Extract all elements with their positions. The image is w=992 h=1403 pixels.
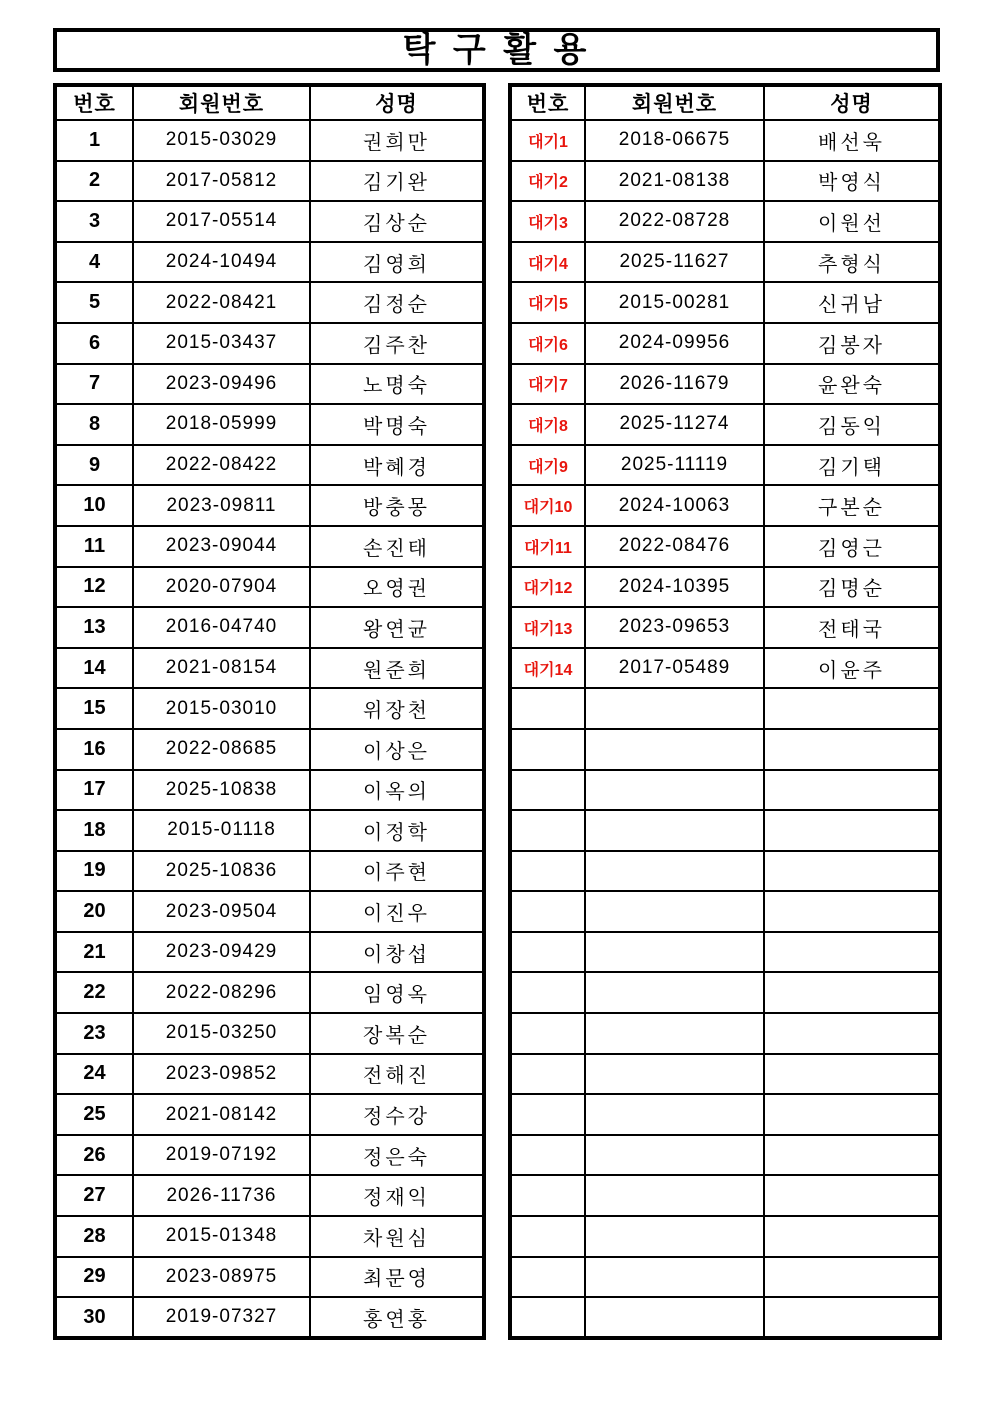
member-id-cell: 2025-11627 [585, 242, 764, 283]
table-row [510, 729, 940, 770]
member-name-cell: 임영옥 [310, 972, 484, 1013]
waitlist-number-cell: 대기13 [510, 607, 585, 648]
table-row [55, 323, 484, 364]
waitlist-number-cell [510, 1216, 585, 1257]
waitlist-number-cell: 대기10 [510, 485, 585, 526]
member-id-cell: 2025-10838 [133, 770, 310, 811]
table-row [55, 1257, 484, 1298]
waitlist-number-cell [510, 1297, 585, 1338]
row-number-cell: 6 [55, 323, 133, 364]
member-name-cell: 김기택 [764, 445, 940, 486]
table-row [510, 1257, 940, 1298]
member-name-cell: 김정순 [310, 282, 484, 323]
member-name-cell: 전태국 [764, 607, 940, 648]
member-name-cell [764, 1094, 940, 1135]
table-header-row [510, 85, 940, 120]
member-id-cell [585, 1175, 764, 1216]
member-name-cell: 전해진 [310, 1054, 484, 1095]
member-id-cell [585, 688, 764, 729]
member-name-cell: 최문영 [310, 1257, 484, 1298]
row-number-cell: 15 [55, 688, 133, 729]
member-id-cell [585, 770, 764, 811]
row-number-cell: 13 [55, 607, 133, 648]
table-row [510, 161, 940, 202]
waitlist-number-cell [510, 932, 585, 973]
member-id-cell: 2020-07904 [133, 567, 310, 608]
member-name-cell: 홍연홍 [310, 1297, 484, 1338]
member-id-cell [585, 810, 764, 851]
member-id-cell: 2017-05489 [585, 648, 764, 689]
table-row [510, 607, 940, 648]
member-name-cell: 차원심 [310, 1216, 484, 1257]
header-member-id: 회원번호 [133, 85, 310, 120]
row-number-cell: 19 [55, 851, 133, 892]
member-id-cell: 2022-08685 [133, 729, 310, 770]
member-id-cell: 2018-05999 [133, 404, 310, 445]
table-row [510, 567, 940, 608]
table-row [55, 1054, 484, 1095]
waitlist-number-cell [510, 688, 585, 729]
table-row [510, 688, 940, 729]
member-id-cell: 2023-09044 [133, 526, 310, 567]
waitlist-number-cell [510, 972, 585, 1013]
member-name-cell: 박혜경 [310, 445, 484, 486]
member-id-cell: 2026-11679 [585, 364, 764, 405]
table-row [55, 242, 484, 283]
member-name-cell: 정은숙 [310, 1135, 484, 1176]
member-id-cell: 2024-10494 [133, 242, 310, 283]
member-id-cell: 2023-09653 [585, 607, 764, 648]
member-name-cell [764, 1216, 940, 1257]
member-id-cell: 2022-08728 [585, 201, 764, 242]
member-id-cell [585, 1135, 764, 1176]
member-id-cell: 2015-00281 [585, 282, 764, 323]
table-row [55, 282, 484, 323]
table-row [55, 851, 484, 892]
member-id-cell: 2021-08138 [585, 161, 764, 202]
table-row [55, 567, 484, 608]
table-row [55, 485, 484, 526]
row-number-cell: 1 [55, 120, 133, 161]
table-row [510, 648, 940, 689]
table-row [55, 891, 484, 932]
member-name-cell: 이상은 [310, 729, 484, 770]
member-name-cell: 추형식 [764, 242, 940, 283]
member-id-cell: 2015-03250 [133, 1013, 310, 1054]
member-name-cell [764, 1297, 940, 1338]
table-row [510, 1175, 940, 1216]
member-name-cell [764, 729, 940, 770]
member-id-cell [585, 1257, 764, 1298]
member-id-cell [585, 851, 764, 892]
member-id-cell: 2026-11736 [133, 1175, 310, 1216]
member-name-cell: 신귀남 [764, 282, 940, 323]
row-number-cell: 25 [55, 1094, 133, 1135]
table-row [510, 1013, 940, 1054]
member-name-cell: 장복순 [310, 1013, 484, 1054]
table-row [55, 1216, 484, 1257]
member-id-cell: 2023-09852 [133, 1054, 310, 1095]
member-name-cell: 김기완 [310, 161, 484, 202]
member-name-cell [764, 810, 940, 851]
row-number-cell: 8 [55, 404, 133, 445]
member-name-cell: 이주현 [310, 851, 484, 892]
waitlist-number-cell [510, 770, 585, 811]
row-number-cell: 23 [55, 1013, 133, 1054]
header-name: 성명 [764, 85, 940, 120]
member-name-cell [764, 1135, 940, 1176]
table-row [55, 201, 484, 242]
member-name-cell [764, 891, 940, 932]
member-name-cell [764, 770, 940, 811]
table-row [510, 1216, 940, 1257]
waitlist-number-cell [510, 1054, 585, 1095]
table-row [55, 607, 484, 648]
table-row [55, 972, 484, 1013]
row-number-cell: 5 [55, 282, 133, 323]
member-name-cell: 원준희 [310, 648, 484, 689]
member-id-cell: 2015-01118 [133, 810, 310, 851]
row-number-cell: 16 [55, 729, 133, 770]
member-name-cell: 김상순 [310, 201, 484, 242]
waitlist-number-cell: 대기8 [510, 404, 585, 445]
row-number-cell: 7 [55, 364, 133, 405]
table-row [55, 161, 484, 202]
table-row [510, 242, 940, 283]
member-name-cell [764, 1013, 940, 1054]
member-id-cell [585, 1216, 764, 1257]
member-id-cell: 2023-08975 [133, 1257, 310, 1298]
header-number: 번호 [55, 85, 133, 120]
row-number-cell: 29 [55, 1257, 133, 1298]
row-number-cell: 21 [55, 932, 133, 973]
member-id-cell: 2024-10395 [585, 567, 764, 608]
member-name-cell: 권희만 [310, 120, 484, 161]
member-id-cell: 2025-11119 [585, 445, 764, 486]
waitlist-number-cell [510, 729, 585, 770]
table-row [510, 323, 940, 364]
member-id-cell: 2019-07192 [133, 1135, 310, 1176]
table-row [510, 404, 940, 445]
member-name-cell: 구본순 [764, 485, 940, 526]
table-row [55, 445, 484, 486]
member-id-cell: 2024-10063 [585, 485, 764, 526]
member-name-cell: 왕연균 [310, 607, 484, 648]
member-name-cell [764, 1257, 940, 1298]
member-name-cell: 이진우 [310, 891, 484, 932]
member-name-cell: 오영권 [310, 567, 484, 608]
waitlist-number-cell [510, 1013, 585, 1054]
waitlist-number-cell: 대기2 [510, 161, 585, 202]
member-name-cell: 이윤주 [764, 648, 940, 689]
waitlist-number-cell [510, 1135, 585, 1176]
row-number-cell: 22 [55, 972, 133, 1013]
member-id-cell: 2023-09811 [133, 485, 310, 526]
row-number-cell: 11 [55, 526, 133, 567]
main-roster-body [55, 120, 484, 1338]
table-row [510, 120, 940, 161]
table-row [55, 1175, 484, 1216]
waitlist-number-cell [510, 1175, 585, 1216]
member-name-cell: 김동익 [764, 404, 940, 445]
member-name-cell: 박명숙 [310, 404, 484, 445]
row-number-cell: 28 [55, 1216, 133, 1257]
member-id-cell: 2022-08421 [133, 282, 310, 323]
table-row [510, 1054, 940, 1095]
member-id-cell [585, 1013, 764, 1054]
waitlist-number-cell: 대기9 [510, 445, 585, 486]
member-id-cell: 2015-03437 [133, 323, 310, 364]
member-id-cell: 2015-03010 [133, 688, 310, 729]
member-name-cell: 김영희 [310, 242, 484, 283]
row-number-cell: 3 [55, 201, 133, 242]
member-name-cell [764, 688, 940, 729]
row-number-cell: 10 [55, 485, 133, 526]
table-row [510, 770, 940, 811]
row-number-cell: 12 [55, 567, 133, 608]
table-row [55, 770, 484, 811]
member-id-cell: 2016-04740 [133, 607, 310, 648]
member-id-cell: 2023-09496 [133, 364, 310, 405]
waitlist-number-cell [510, 1094, 585, 1135]
member-name-cell: 이옥의 [310, 770, 484, 811]
member-name-cell: 손진태 [310, 526, 484, 567]
row-number-cell: 18 [55, 810, 133, 851]
member-id-cell [585, 1094, 764, 1135]
waitlist-number-cell: 대기1 [510, 120, 585, 161]
member-id-cell: 2023-09504 [133, 891, 310, 932]
table-row [510, 891, 940, 932]
table-row [510, 810, 940, 851]
waitlist-number-cell: 대기4 [510, 242, 585, 283]
waitlist-number-cell [510, 810, 585, 851]
row-number-cell: 4 [55, 242, 133, 283]
member-name-cell [764, 851, 940, 892]
table-row [510, 485, 940, 526]
table-row [510, 364, 940, 405]
row-number-cell: 30 [55, 1297, 133, 1338]
member-id-cell: 2015-01348 [133, 1216, 310, 1257]
waitlist-number-cell: 대기7 [510, 364, 585, 405]
waitlist-number-cell [510, 851, 585, 892]
table-row [55, 1013, 484, 1054]
table-row [55, 688, 484, 729]
member-id-cell: 2017-05812 [133, 161, 310, 202]
waitlist-number-cell: 대기12 [510, 567, 585, 608]
member-id-cell: 2025-10836 [133, 851, 310, 892]
waitlist-number-cell: 대기3 [510, 201, 585, 242]
member-id-cell: 2021-08142 [133, 1094, 310, 1135]
table-row [510, 932, 940, 973]
member-id-cell [585, 1054, 764, 1095]
member-name-cell: 이원선 [764, 201, 940, 242]
table-row [55, 648, 484, 689]
row-number-cell: 9 [55, 445, 133, 486]
header-member-id: 회원번호 [585, 85, 764, 120]
row-number-cell: 24 [55, 1054, 133, 1095]
member-name-cell: 박영식 [764, 161, 940, 202]
member-id-cell: 2025-11274 [585, 404, 764, 445]
waitlist-number-cell: 대기11 [510, 526, 585, 567]
table-row [510, 1135, 940, 1176]
table-row [55, 120, 484, 161]
member-name-cell: 김명순 [764, 567, 940, 608]
member-name-cell: 노명숙 [310, 364, 484, 405]
header-number: 번호 [510, 85, 585, 120]
member-name-cell [764, 932, 940, 973]
member-id-cell: 2017-05514 [133, 201, 310, 242]
member-name-cell [764, 1175, 940, 1216]
table-row [510, 1297, 940, 1338]
table-row [55, 1135, 484, 1176]
table-row [510, 851, 940, 892]
table-row [510, 201, 940, 242]
table-row [55, 364, 484, 405]
table-row [55, 729, 484, 770]
member-name-cell: 김봉자 [764, 323, 940, 364]
member-id-cell [585, 891, 764, 932]
waitlist-number-cell [510, 891, 585, 932]
table-row [510, 445, 940, 486]
row-number-cell: 20 [55, 891, 133, 932]
member-name-cell: 위장천 [310, 688, 484, 729]
member-id-cell: 2022-08476 [585, 526, 764, 567]
member-name-cell: 배선욱 [764, 120, 940, 161]
waitlist-number-cell: 대기5 [510, 282, 585, 323]
table-header-row [55, 85, 484, 120]
table-row [510, 1094, 940, 1135]
roster-table-waitlist [508, 83, 942, 1340]
member-id-cell: 2024-09956 [585, 323, 764, 364]
member-id-cell: 2021-08154 [133, 648, 310, 689]
row-number-cell: 17 [55, 770, 133, 811]
table-row [510, 282, 940, 323]
row-number-cell: 27 [55, 1175, 133, 1216]
waitlist-number-cell: 대기6 [510, 323, 585, 364]
member-name-cell: 이정학 [310, 810, 484, 851]
member-name-cell: 김주찬 [310, 323, 484, 364]
member-id-cell [585, 1297, 764, 1338]
member-id-cell: 2022-08422 [133, 445, 310, 486]
title-box [53, 28, 940, 72]
row-number-cell: 14 [55, 648, 133, 689]
table-row [510, 526, 940, 567]
table-row [55, 526, 484, 567]
member-name-cell: 방충몽 [310, 485, 484, 526]
header-name: 성명 [310, 85, 484, 120]
member-name-cell: 정수강 [310, 1094, 484, 1135]
member-id-cell [585, 972, 764, 1013]
page-title: 탁 구 활 용 [402, 31, 591, 69]
row-number-cell: 26 [55, 1135, 133, 1176]
roster-table-main [53, 83, 486, 1340]
waitlist-number-cell: 대기14 [510, 648, 585, 689]
member-id-cell: 2018-06675 [585, 120, 764, 161]
table-row [55, 1297, 484, 1338]
row-number-cell: 2 [55, 161, 133, 202]
member-name-cell: 윤완숙 [764, 364, 940, 405]
member-id-cell: 2019-07327 [133, 1297, 310, 1338]
table-row [55, 932, 484, 973]
member-name-cell [764, 1054, 940, 1095]
waitlist-number-cell [510, 1257, 585, 1298]
waitlist-roster-body [510, 120, 940, 1338]
member-id-cell: 2022-08296 [133, 972, 310, 1013]
member-id-cell: 2023-09429 [133, 932, 310, 973]
table-row [510, 972, 940, 1013]
member-name-cell: 정재익 [310, 1175, 484, 1216]
member-name-cell: 이창섭 [310, 932, 484, 973]
member-id-cell [585, 932, 764, 973]
table-row [55, 404, 484, 445]
member-id-cell: 2015-03029 [133, 120, 310, 161]
table-row [55, 810, 484, 851]
member-id-cell [585, 729, 764, 770]
member-name-cell: 김영근 [764, 526, 940, 567]
table-row [55, 1094, 484, 1135]
member-name-cell [764, 972, 940, 1013]
